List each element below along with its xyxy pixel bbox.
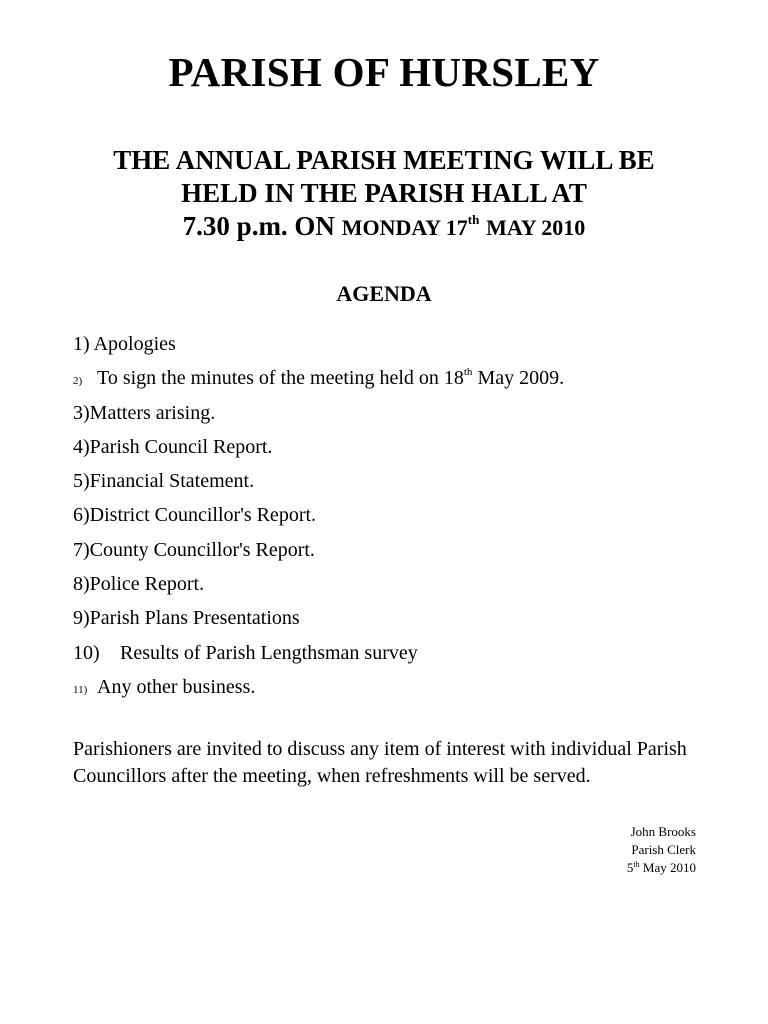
agenda-item-number: 1) (73, 333, 90, 355)
agenda-item-number: 5) (73, 470, 90, 493)
agenda-item-number: 7) (73, 538, 90, 561)
agenda-item-suffix: th (463, 366, 473, 379)
agenda-item (73, 571, 713, 605)
agenda-item-number: 3) (73, 401, 90, 424)
agenda-item-number: 11) (73, 683, 88, 696)
agenda-item (73, 502, 713, 536)
agenda-item-text: Police Report. (89, 573, 205, 596)
agenda-item-text: District Councillor's Report. (89, 504, 317, 527)
announcement-date-line (0, 210, 768, 247)
signature-date-day: 5 (626, 860, 634, 875)
agenda-item-text: Parish Plans Presentations (89, 607, 300, 630)
agenda-item-text: To sign the minutes of the meeting held on 18 (97, 367, 464, 390)
agenda-item (73, 400, 713, 434)
announcement-line-2: HELD IN THE PARISH HALL AT (181, 178, 587, 208)
agenda-item-number: 6) (73, 504, 90, 527)
agenda-item (73, 640, 713, 674)
agenda-item-text: Any other business. (97, 675, 256, 698)
meeting-month-year: MAY 2010 (486, 215, 586, 240)
agenda-item (73, 605, 713, 639)
signature-date-suffix: th (633, 860, 640, 869)
agenda-item (73, 537, 713, 571)
signature-date (627, 859, 696, 879)
agenda-item (73, 365, 713, 399)
agenda-item-number: 8) (73, 573, 90, 596)
meeting-announcement (0, 144, 768, 247)
signature-date-rest: May 2010 (639, 860, 696, 875)
agenda-item-number: 9) (73, 607, 90, 630)
signatory-name: John Brooks (630, 824, 696, 839)
meeting-time: 7.30 p.m. ON (182, 211, 335, 241)
agenda-heading: AGENDA (336, 281, 432, 306)
document-title: PARISH OF HURSLEY (168, 49, 600, 95)
meeting-day: MONDAY 17 (341, 215, 468, 240)
agenda-item-text: County Councillor's Report. (89, 538, 315, 561)
agenda-item-number: 4) (73, 435, 90, 458)
agenda-item (73, 434, 713, 468)
signatory-role: Parish Clerk (631, 842, 696, 857)
agenda-item-text: Financial Statement. (89, 470, 255, 493)
meeting-day-suffix: th (467, 212, 480, 227)
agenda-item-text: Parish Council Report. (89, 435, 273, 458)
agenda-item (73, 674, 713, 708)
agenda-item (73, 468, 713, 502)
agenda-item-text: Results of Parish Lengthsman survey (120, 641, 418, 664)
agenda-list (73, 331, 713, 708)
agenda-item-text: Matters arising. (89, 401, 216, 424)
signature-block (627, 823, 696, 879)
agenda-item-text: Apologies (93, 333, 176, 355)
agenda-item (73, 331, 713, 365)
closing-paragraph: Parishioners are invited to discuss any item of interest with individual Parish Councillors after the meeting, when refreshments will be served. (73, 738, 687, 787)
agenda-item-number: 10) (73, 641, 100, 664)
announcement-line-1: THE ANNUAL PARISH MEETING WILL BE (113, 145, 655, 175)
agenda-item-number: 2) (73, 375, 83, 388)
agenda-item-text-after: May 2009. (472, 367, 565, 390)
